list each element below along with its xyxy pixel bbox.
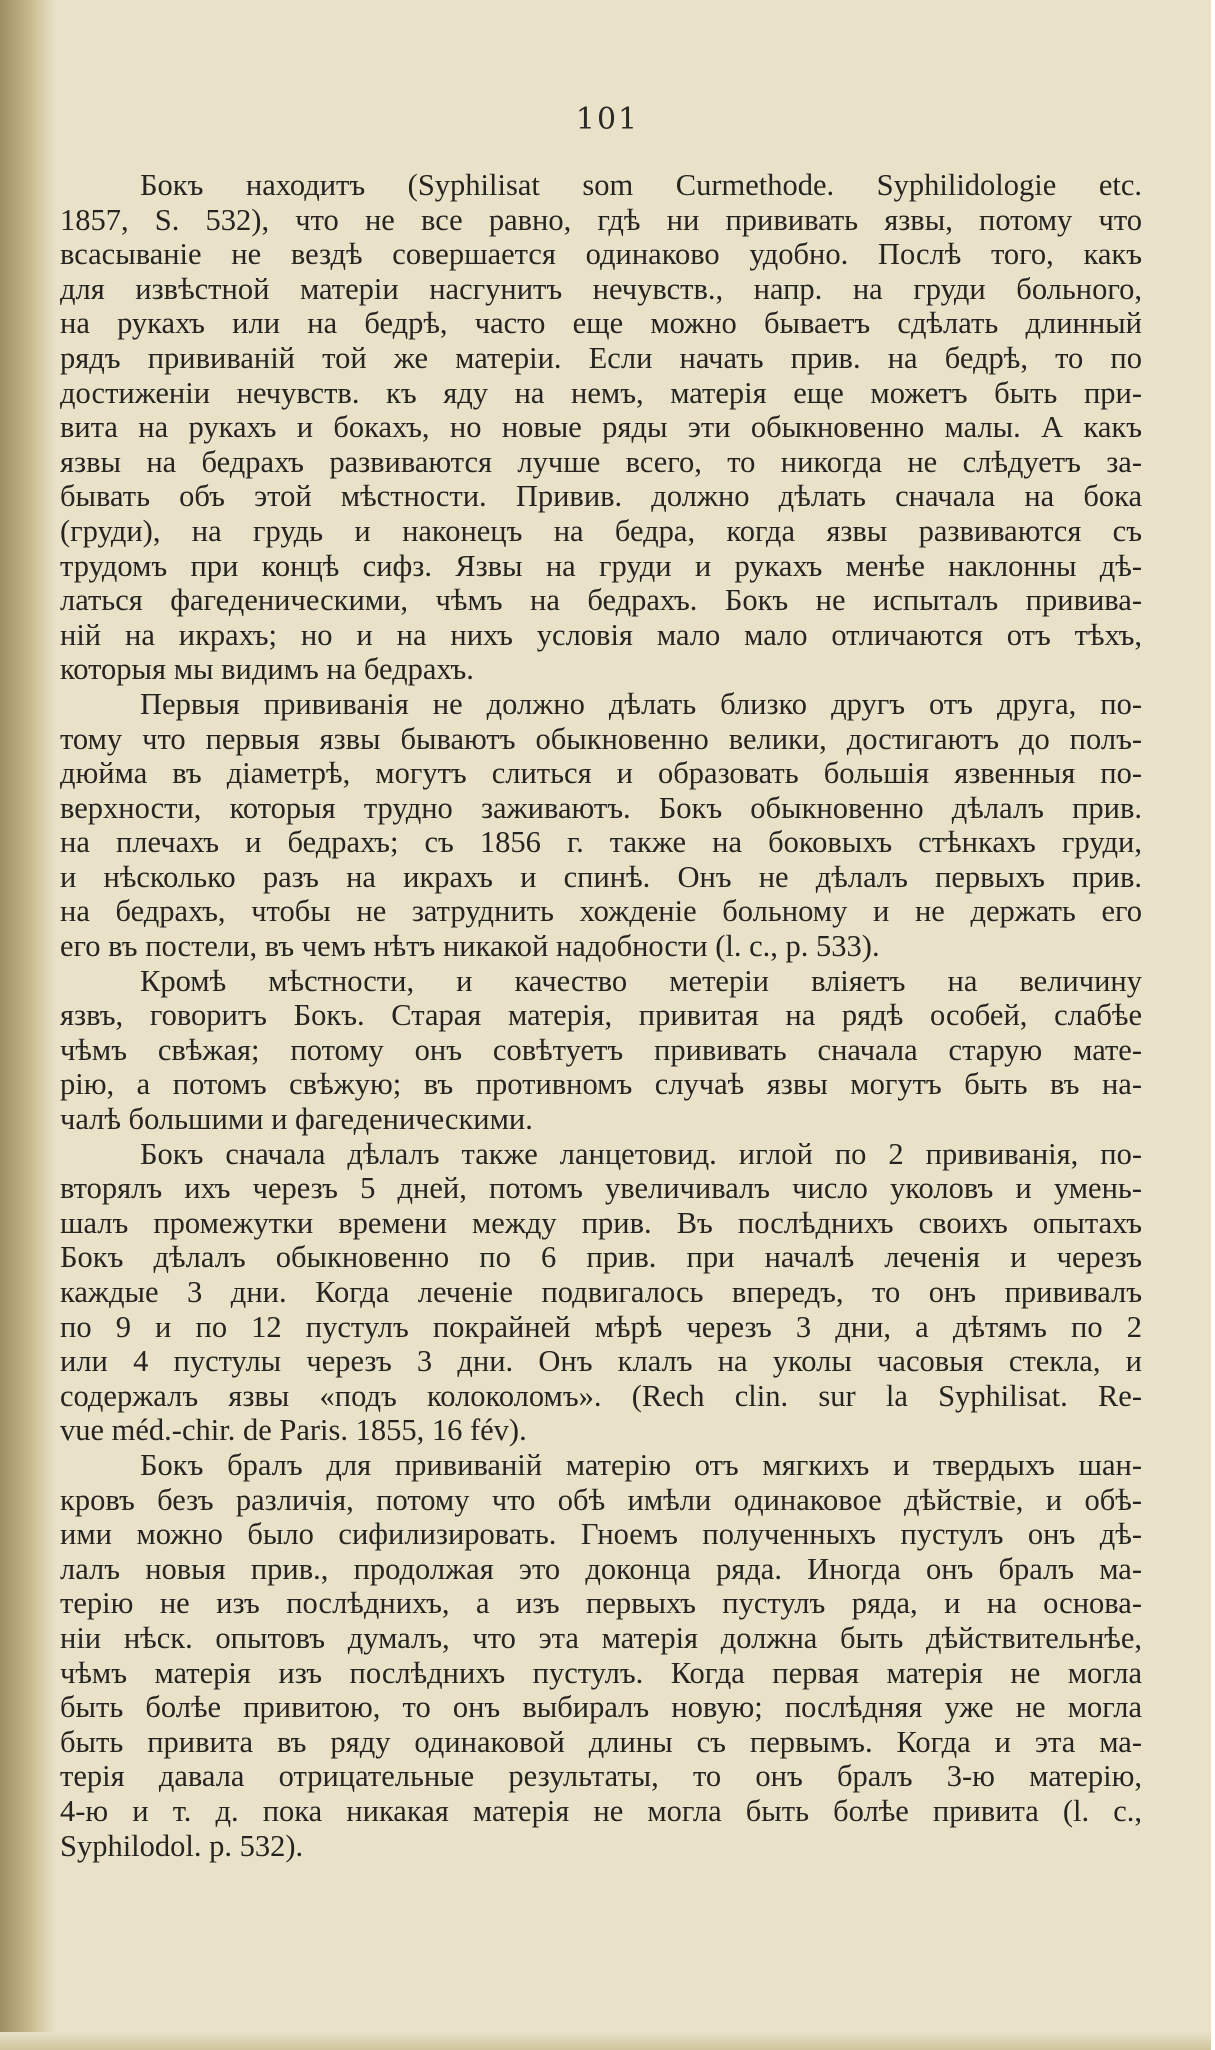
text-line: достиженіи нечувств. къ яду на немъ, матерія еще можетъ быть при- [60, 375, 1142, 410]
text-line: ими можно было сифилизировать. Гноемъ полученныхъ пустулъ онъ дѣ- [60, 1517, 1142, 1552]
text-line: которыя мы видимъ на бедрахъ. [60, 652, 474, 687]
text-line: на рукахъ или на бедрѣ, часто еще можно бываетъ сдѣлать длинный [60, 306, 1142, 341]
text-line: его въ постели, въ чемъ нѣтъ никакой надобности (l. c., p. 533). [60, 929, 880, 964]
text-line: быть привита въ ряду одинаковой длины съ первымъ. Когда и эта ма- [60, 1724, 1142, 1759]
text-line: ній на икрахъ; но и на нихъ условія мало мало отличаются отъ тѣхъ, [60, 617, 1142, 652]
text-line: всасываніе не вездѣ совершается одинаково удобно. Послѣ того, какъ [60, 237, 1142, 272]
text-line: лалъ новыя прив., продолжая это доконца ряда. Иногда онъ бралъ ма- [60, 1551, 1142, 1586]
text-line: на бедрахъ, чтобы не затруднить хожденіе больному и не держать его [60, 894, 1142, 929]
text-line: верхности, которыя трудно заживаютъ. Бокъ обыкновенно дѣлалъ прив. [60, 790, 1142, 825]
text-line: вита на рукахъ и бокахъ, но новые ряды эти обыкновенно малы. А какъ [60, 410, 1142, 445]
text-line: Бокъ бралъ для прививаній матерію отъ мягкихъ и твердыхъ шан- [140, 1447, 1142, 1482]
text-line: дюйма въ діаметрѣ, могутъ слиться и образовать большія язвенныя по- [60, 756, 1142, 791]
body-text [60, 168, 1142, 1863]
text-line: язвы на бедрахъ развиваются лучше всего, то никогда не слѣдуетъ за- [60, 444, 1142, 479]
text-line: Бокъ дѣлалъ обыкновенно по 6 прив. при началѣ леченія и черезъ [60, 1240, 1142, 1275]
text-line: терію не изъ послѣднихъ, а изъ первыхъ пустулъ ряда, и на основа- [60, 1586, 1142, 1621]
text-line: рядъ прививаній той же матеріи. Если начать прив. на бедрѣ, то по [60, 340, 1142, 375]
text-line: и нѣсколько разъ на икрахъ и спинѣ. Онъ не дѣлалъ первыхъ прив. [60, 859, 1142, 894]
text-line: на плечахъ и бедрахъ; съ 1856 г. также на боковыхъ стѣнкахъ груди, [60, 825, 1142, 860]
page-number: 101 [575, 102, 640, 137]
text-line: терія давала отрицательные результаты, то онъ бралъ 3-ю матерію, [60, 1759, 1142, 1794]
text-line: Syphilodol. p. 532). [60, 1828, 304, 1863]
text-line: 1857, S. 532), что не все равно, гдѣ ни прививать язвы, потому что [60, 202, 1142, 237]
text-line: каждые 3 дни. Когда леченіе подвигалось впередъ, то онъ прививалъ [60, 1275, 1142, 1309]
text-line: быть болѣе привитою, то онъ выбиралъ новую; послѣдняя уже не могла [60, 1690, 1142, 1725]
text-line: Бокъ сначала дѣлалъ также ланцетовид. иглой по 2 прививанія, по- [140, 1136, 1142, 1171]
book-binding-shadow [0, 0, 55, 2050]
text-line: трудомъ при концѣ сифз. Язвы на груди и рукахъ менѣе наклонны дѣ- [60, 548, 1142, 583]
text-line: бывать объ этой мѣстности. Привив. должно дѣлать сначала на бока [60, 479, 1142, 514]
text-line: чалѣ большими и фагеденическими. [60, 1102, 533, 1137]
text-line: шалъ промежутки времени между прив. Въ послѣднихъ своихъ опытахъ [60, 1205, 1142, 1240]
text-line: 4-ю и т. д. пока никакая матерія не могла быть болѣе привита (l. c., [60, 1793, 1142, 1828]
text-line: для извѣстной матеріи насгунитъ нечувств., напр. на груди больного, [60, 271, 1142, 306]
bottom-edge-shadow [0, 2032, 1215, 2050]
text-line: или 4 пустулы черезъ 3 дни. Онъ клалъ на уколы часовыя стекла, и [60, 1344, 1142, 1379]
text-line: чѣмъ свѣжая; потому онъ совѣтуетъ прививать сначала старую мате- [60, 1032, 1142, 1067]
text-line: латься фагеденическими, чѣмъ на бедрахъ. Бокъ не испыталъ привива- [60, 583, 1142, 618]
text-line: (груди), на грудь и наконецъ на бедра, когда язвы развиваются съ [60, 513, 1142, 548]
text-line: Первыя прививанія не должно дѣлать близко другъ отъ друга, по- [140, 686, 1142, 721]
text-line: Бокъ находитъ (Syphilisat som Curmethode. Syphilidologie etc. [140, 168, 1142, 202]
right-margin-strip [1211, 0, 1215, 2050]
text-line: язвъ, говоритъ Бокъ. Старая матерія, привитая на рядѣ особей, слабѣе [60, 998, 1142, 1033]
text-line: рію, а потомъ свѣжую; въ противномъ случаѣ язвы могутъ быть въ на- [60, 1067, 1142, 1102]
text-line: чѣмъ матерія изъ послѣднихъ пустулъ. Когда первая матерія не могла [60, 1655, 1142, 1690]
text-line: по 9 и по 12 пустулъ покрайней мѣрѣ черезъ 3 дни, а дѣтямъ по 2 [60, 1309, 1142, 1344]
text-line: ніи нѣск. опытовъ думалъ, что эта матерія должна быть дѣйствительнѣе, [60, 1620, 1142, 1655]
text-line: vue méd.-chir. de Paris. 1855, 16 fév). [60, 1413, 527, 1448]
text-line: тому что первыя язвы бываютъ обыкновенно велики, достигаютъ до полъ- [60, 721, 1142, 756]
text-line: Кромѣ мѣстности, и качество метеріи вліяетъ на величину [140, 963, 1142, 998]
text-line: кровъ безъ различія, потому что обѣ имѣли одинаковое дѣйствіе, и обѣ- [60, 1482, 1142, 1517]
text-line: вторялъ ихъ черезъ 5 дней, потомъ увеличивалъ число уколовъ и умень- [60, 1171, 1142, 1206]
text-line: содержалъ язвы «подъ колоколомъ». (Rech clin. sur la Syphilisat. Re- [60, 1378, 1142, 1413]
